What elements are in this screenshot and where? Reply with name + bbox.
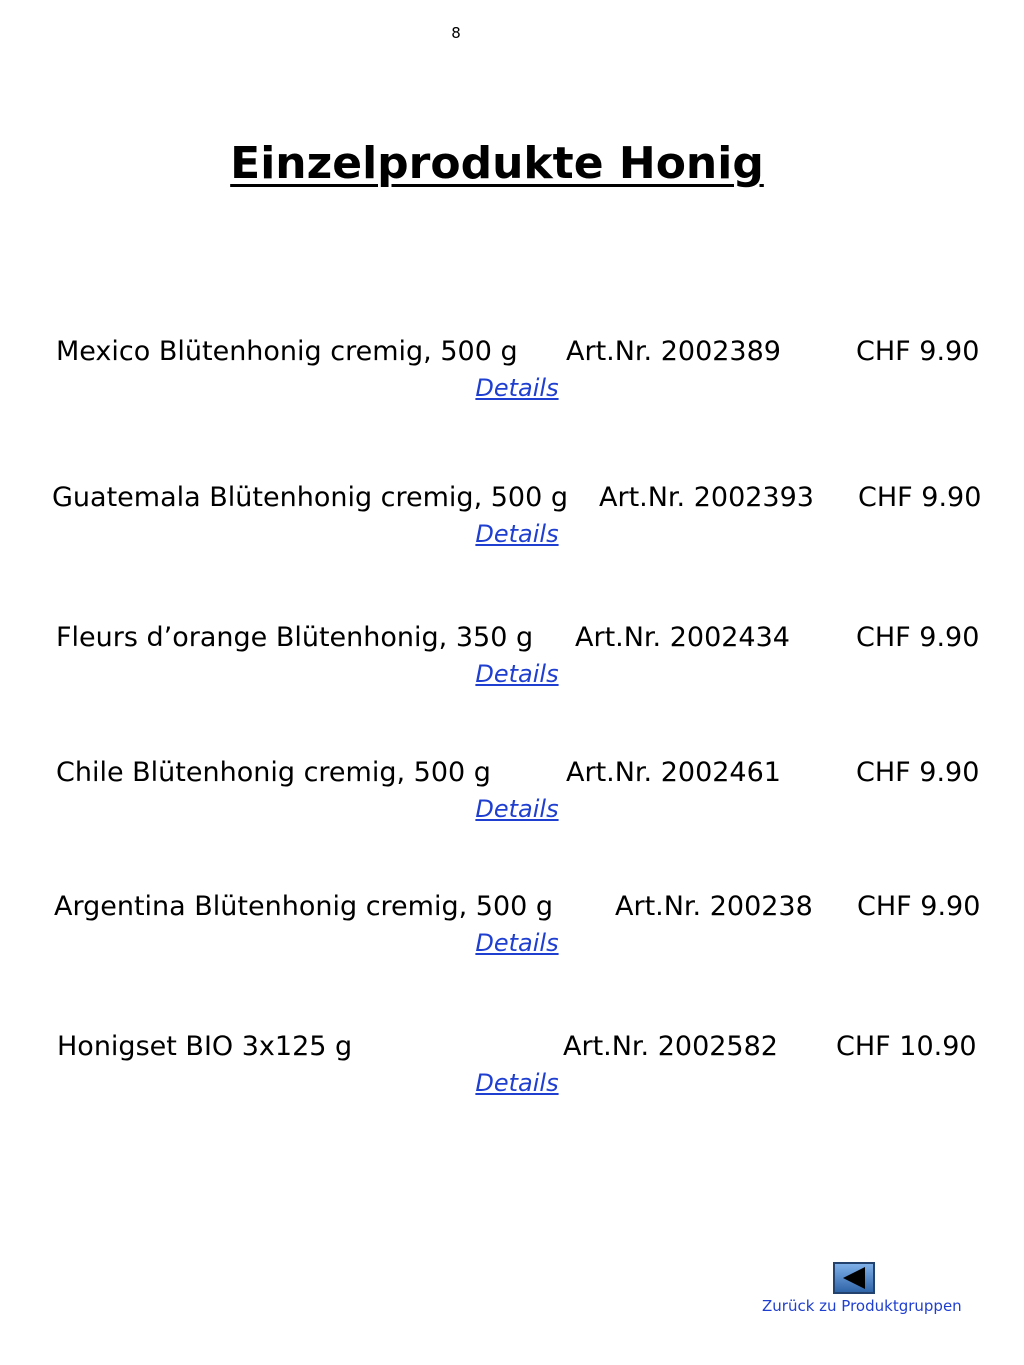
product-artnr: Art.Nr. 2002461 xyxy=(566,757,781,788)
product-price: CHF 10.90 xyxy=(836,1031,977,1062)
details-link[interactable]: Details xyxy=(475,795,559,823)
details-link[interactable]: Details xyxy=(475,374,559,402)
details-link[interactable]: Details xyxy=(475,520,559,548)
product-artnr: Art.Nr. 2002393 xyxy=(599,482,814,513)
product-item-honigset-bio xyxy=(0,1031,1024,1111)
product-item-chile xyxy=(0,757,1024,837)
details-link[interactable]: Details xyxy=(475,660,559,688)
product-item-mexico xyxy=(0,336,1024,416)
product-item-fleurs-dorange xyxy=(0,622,1024,702)
product-name: Argentina Blütenhonig cremig, 500 g xyxy=(54,891,554,922)
product-price: CHF 9.90 xyxy=(856,336,980,367)
product-artnr: Art.Nr. 200238 xyxy=(615,891,813,922)
product-name: Mexico Blütenhonig cremig, 500 g xyxy=(56,336,518,367)
product-price: CHF 9.90 xyxy=(858,482,982,513)
triangle-left-icon xyxy=(835,1264,873,1292)
product-name: Fleurs d’orange Blütenhonig, 350 g xyxy=(56,622,534,653)
product-item-argentina xyxy=(0,891,1024,971)
product-artnr: Art.Nr. 2002389 xyxy=(566,336,781,367)
product-name: Chile Blütenhonig cremig, 500 g xyxy=(56,757,491,788)
product-price: CHF 9.90 xyxy=(856,622,980,653)
product-artnr: Art.Nr. 2002582 xyxy=(563,1031,778,1062)
product-name: Honigset BIO 3x125 g xyxy=(57,1031,353,1062)
product-price: CHF 9.90 xyxy=(857,891,981,922)
product-price: CHF 9.90 xyxy=(856,757,980,788)
back-button[interactable] xyxy=(833,1262,875,1294)
back-to-product-groups-link[interactable]: Zurück zu Produktgruppen xyxy=(762,1297,962,1315)
product-artnr: Art.Nr. 2002434 xyxy=(575,622,790,653)
page-title: Einzelprodukte Honig xyxy=(230,138,764,189)
product-item-guatemala xyxy=(0,482,1024,562)
product-name: Guatemala Blütenhonig cremig, 500 g xyxy=(52,482,568,513)
details-link[interactable]: Details xyxy=(475,929,559,957)
details-link[interactable]: Details xyxy=(475,1069,559,1097)
page-number: 8 xyxy=(451,24,461,42)
